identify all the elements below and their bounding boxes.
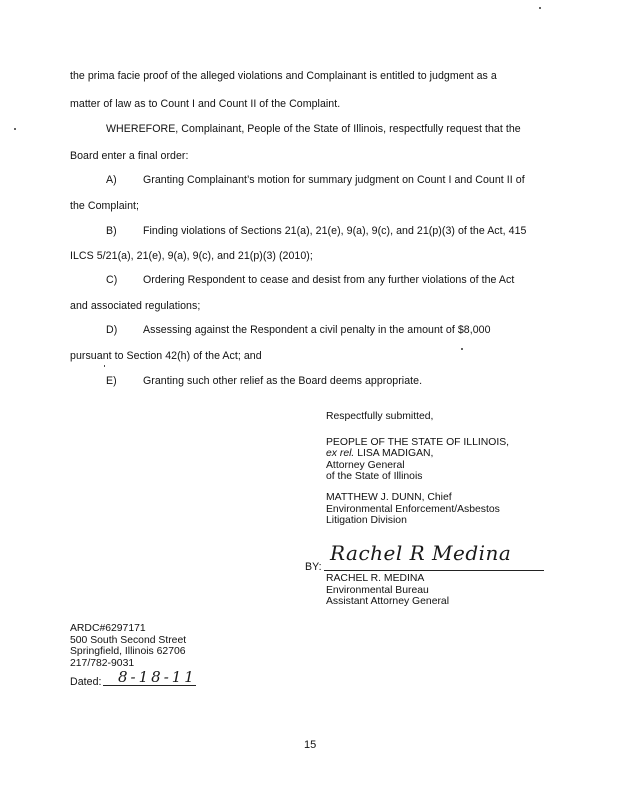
ardc-number: ARDC#6297171 — [70, 623, 146, 634]
signature-line — [324, 570, 544, 571]
signer-bureau: Environmental Bureau — [326, 584, 429, 596]
item-label-a: A) — [106, 174, 117, 186]
party-line — [326, 448, 509, 460]
signer-block — [326, 573, 449, 608]
street-address: 500 South Second Street — [70, 634, 187, 646]
handwritten-signature: Rachel R Medina — [330, 541, 512, 565]
dated-label: Dated: — [70, 676, 102, 688]
division-line: Litigation Division — [326, 515, 407, 527]
body-line: the Complaint; — [70, 200, 140, 212]
body-line: pursuant to Section 42(h) of the Act; and — [70, 350, 262, 362]
signature-block — [326, 411, 509, 527]
body-line: Finding violations of Sections 21(a), 21(e), 9(a), 9(c), and 21(p)(3) of the Act, 415 — [143, 225, 527, 237]
body-line: WHEREFORE, Complainant, People of the State of Illinois, respectfully request that the — [106, 123, 521, 135]
signer-name: RACHEL R. MEDINA — [326, 573, 425, 584]
body-line: ILCS 5/21(a), 21(e), 9(a), 9(c), and 21(p)(3) (2010); — [70, 250, 313, 262]
item-label-b: B) — [106, 225, 117, 237]
handwritten-date: 8-18-11 — [118, 668, 197, 686]
party-line: of the State of Illinois — [326, 471, 423, 483]
page-number: 15 — [304, 739, 317, 751]
body-line: Granting such other relief as the Board deems appropriate. — [143, 375, 423, 387]
attorney-general-name: LISA MADIGAN, — [357, 448, 434, 460]
body-line: Ordering Respondent to cease and desist from any further violations of the Act — [143, 274, 515, 286]
closing: Respectfully submitted, — [326, 411, 434, 422]
contact-block — [70, 623, 186, 669]
body-line: matter of law as to Count I and Count II of the Complaint. — [70, 98, 341, 110]
division-line: Environmental Enforcement/Asbestos — [326, 503, 500, 515]
party-line: PEOPLE OF THE STATE OF ILLINOIS, — [326, 436, 510, 448]
ex-rel: ex rel. — [326, 448, 355, 460]
party-line: Attorney General — [326, 459, 405, 471]
scan-speck — [14, 128, 16, 130]
body-line: the prima facie proof of the alleged violations and Complainant is entitled to judgment as a — [70, 70, 497, 82]
city-address: Springfield, Illinois 62706 — [70, 646, 186, 658]
item-label-e: E) — [106, 375, 117, 387]
scan-speck — [539, 7, 541, 9]
scan-speck — [461, 348, 463, 350]
phone-number: 217/782-9031 — [70, 657, 135, 669]
item-label-c: C) — [106, 274, 118, 286]
body-line: Assessing against the Respondent a civil penalty in the amount of $8,000 — [143, 324, 491, 336]
body-line: Granting Complainant’s motion for summary judgment on Count I and Count II of — [143, 174, 525, 186]
by-label: BY: — [305, 561, 322, 573]
division-line: MATTHEW J. DUNN, Chief — [326, 491, 452, 503]
body-line: Board enter a final order: — [70, 150, 189, 162]
body-line: and associated regulations; — [70, 300, 201, 312]
scan-speck — [104, 365, 105, 367]
item-label-d: D) — [106, 324, 118, 336]
signer-title: Assistant Attorney General — [326, 596, 450, 608]
